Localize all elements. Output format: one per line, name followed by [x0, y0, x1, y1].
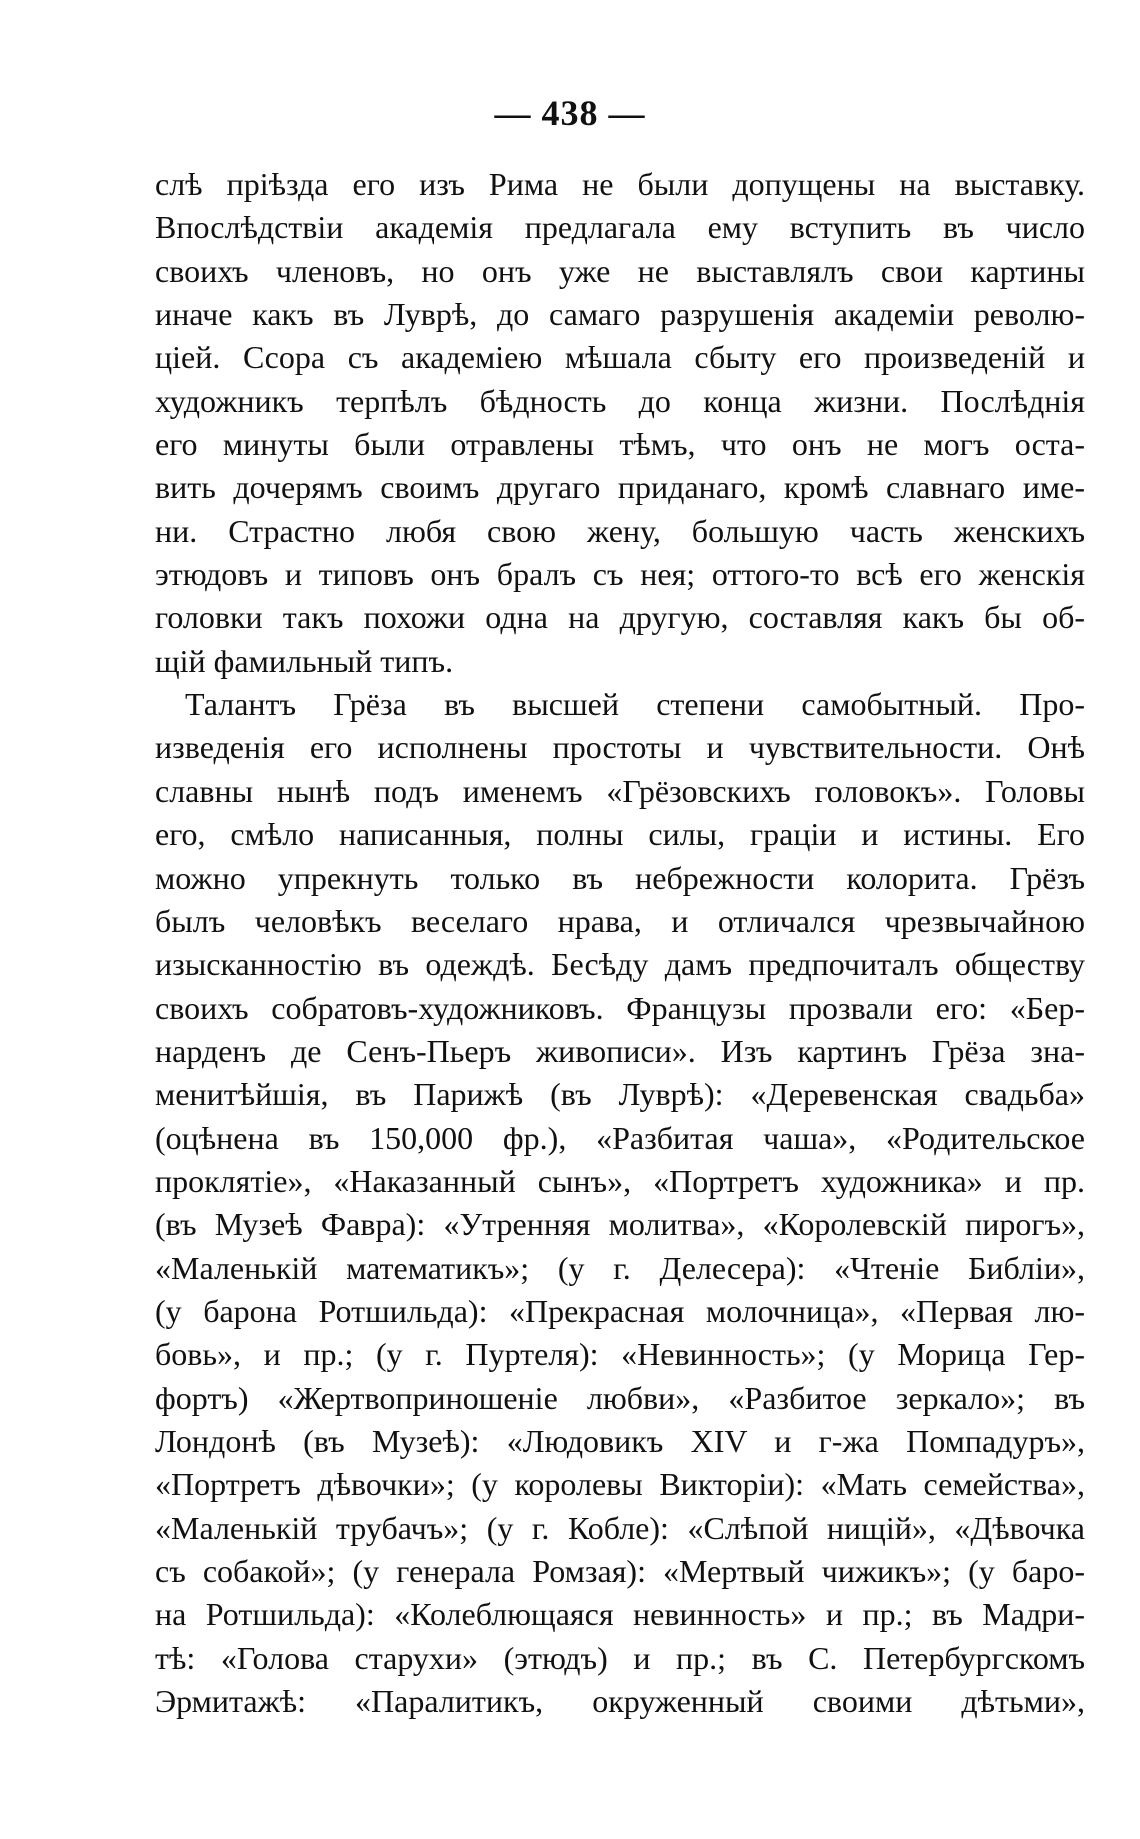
paragraph-2 — [155, 683, 1085, 1723]
text-line: (въ Музеѣ Фавра): «Утренняя молитва», «Королевскій пирогъ», — [155, 1206, 1085, 1243]
text-line: своихъ членовъ, но онъ уже не выставлялъ свои картины — [155, 252, 1085, 289]
text-line: можно упрекнуть только въ небрежности колорита. Грёзъ — [155, 859, 1085, 896]
text-line: ціей. Ссора съ академіею мѣшала сбыту его произведеній и — [155, 339, 1085, 376]
text-line: былъ человѣкъ веселаго нрава, и отличался чрезвычайною — [155, 902, 1085, 939]
text-line: художникъ терпѣлъ бѣдность до конца жизни. Послѣднія — [155, 382, 1085, 419]
text-line: нарденъ де Сенъ-Пьеръ живописи». Изъ картинъ Грёза зна- — [155, 1032, 1085, 1069]
text-line: головки такъ похожи одна на другую, составляя какъ бы об- — [155, 599, 1085, 636]
text-line: съ собакой»; (у генерала Ромзая): «Мертвый чижикъ»; (у баро- — [155, 1553, 1085, 1589]
text-line: менитѣйшія, въ Парижѣ (въ Луврѣ): «Деревенская свадьба» — [155, 1076, 1085, 1113]
text-line: фортъ) «Жертвоприношеніе любви», «Разбитое зеркало»; въ — [155, 1379, 1085, 1416]
page-number: — 438 — — [494, 93, 646, 133]
text-line: этюдовъ и типовъ онъ бралъ съ нея; оттого-то всѣ его женскія — [155, 556, 1085, 593]
text-line: славны нынѣ подъ именемъ «Грёзовскихъ головокъ». Головы — [155, 772, 1085, 809]
text-line: Лондонѣ (въ Музеѣ): «Людовикъ XIV и г-жа Помпадуръ», — [155, 1422, 1085, 1459]
text-line: щій фамильный типъ. — [155, 642, 454, 679]
text-line: Эрмитажѣ: «Паралитикъ, окруженный своими дѣтьми», — [155, 1683, 1085, 1720]
text-line: тѣ: «Голова старухи» (этюдъ) и пр.; въ С. Петербургскомъ — [155, 1639, 1085, 1676]
text-line: изведенія его исполнены простоты и чувствительности. Онѣ — [155, 729, 1085, 766]
text-line: на Ротшильда): «Колеблющаяся невинность» и пр.; въ Мадри- — [155, 1596, 1085, 1633]
text-line: вить дочерямъ своимъ другаго приданаго, кромѣ славнаго име- — [155, 469, 1085, 506]
text-line: его, смѣло написанныя, полны силы, граціи и истины. Его — [155, 816, 1085, 853]
text-line: проклятіе», «Наказанный сынъ», «Портретъ художника» и пр. — [155, 1162, 1085, 1199]
text-line: слѣ пріѣзда его изъ Рима не были допущены на выставку. — [155, 166, 1085, 202]
text-line: изысканностію въ одеждѣ. Бесѣду дамъ предпочиталъ обществу — [155, 946, 1085, 983]
text-line: Талантъ Грёза въ высшей степени самобытный. Про- — [185, 686, 1085, 723]
text-line: своихъ собратовъ-художниковъ. Французы прозвали его: «Бер- — [155, 989, 1085, 1026]
text-line: бовь», и пр.; (у г. Пуртеля): «Невинность»; (у Морица Гер- — [155, 1336, 1085, 1373]
text-line: иначе какъ въ Луврѣ, до самаго разрушенія академіи револю- — [155, 296, 1085, 333]
text-line: Впослѣдствіи академія предлагала ему вступить въ число — [155, 209, 1085, 246]
text-line: «Маленькій трубачъ»; (у г. Кобле): «Слѣпой нищій», «Дѣвочка — [155, 1509, 1085, 1546]
text-line: его минуты были отравлены тѣмъ, что онъ не могъ оста- — [155, 426, 1085, 463]
text-line: «Портретъ дѣвочки»; (у королевы Викторіи): «Мать семейства», — [155, 1466, 1085, 1503]
text-line: «Маленькій математикъ»; (у г. Делесера): «Чтеніе Библіи», — [155, 1249, 1085, 1286]
text-line: ни. Страстно любя свою жену, большую часть женскихъ — [155, 512, 1085, 549]
body-text — [155, 163, 1085, 1723]
text-line: (у барона Ротшильда): «Прекрасная молочница», «Первая лю- — [155, 1292, 1085, 1329]
paragraph-1 — [155, 163, 1085, 683]
text-line: (оцѣнена въ 150,000 фр.), «Разбитая чаша», «Родительское — [155, 1119, 1085, 1156]
